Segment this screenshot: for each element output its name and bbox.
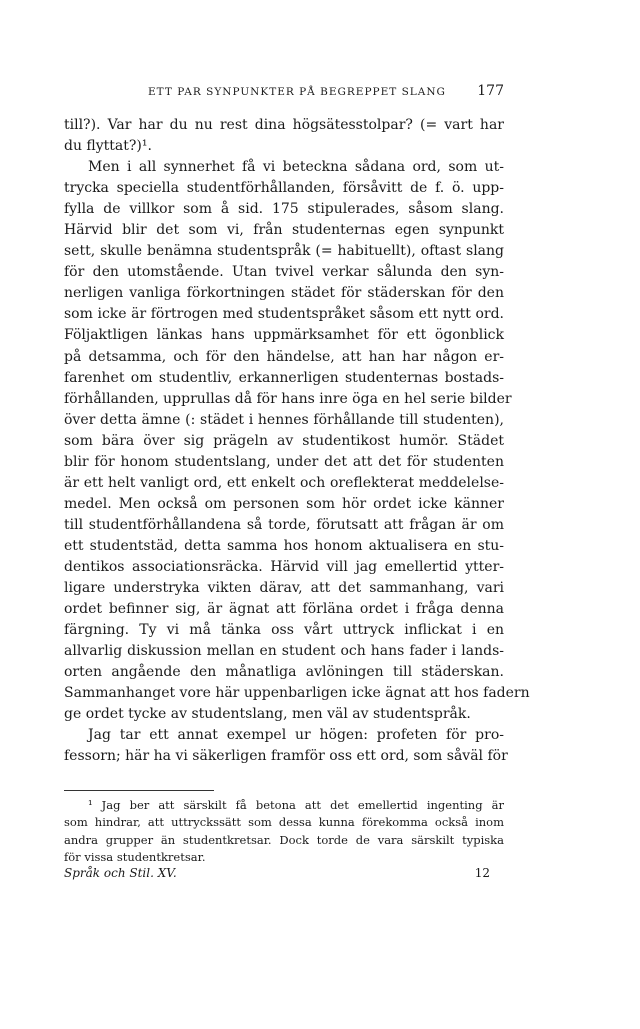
text-line: över detta ämne (: städet i hennes förhållande till studenten), [64,411,504,428]
text-line: ordet befinner sig, är ägnat att förläna ordet i fråga denna [64,601,504,618]
text-line: trycka speciella studentförhållanden, försåvitt de f. ö. upp- [64,180,504,197]
text-line: ett studentstäd, detta samma hos honom aktualisera en stu- [64,537,504,554]
text-line: till?). Var har du nu rest dina högsätesstolpar? (= vart har [64,117,504,133]
text-line: färgning. Ty vi må tänka oss vårt uttryck inflickat i en [64,622,504,639]
journal-name: Språk och Stil. XV. [64,866,177,880]
footnote-line: för vissa studentkretsar. [64,849,206,864]
text-line: nerligen vanliga förkortningen städet för städerskan för den [64,285,504,302]
footnote-divider [64,790,214,791]
text-line: som icke är förtrogen med studentspråket såsom ett nytt ord. [64,306,504,323]
page-number: 177 [477,83,504,99]
text-line: för den utomstående. Utan tvivel verkar sålunda den syn- [64,264,504,281]
body-text [64,115,530,767]
text-line: Men i all synnerhet få vi beteckna sådana ord, som ut- [88,159,504,176]
footnote [64,797,504,866]
footnote-line: andra grupper än studentkretsar. Dock torde de vara särskilt typiska [64,832,504,847]
text-line: du flyttat?)¹. [64,138,152,155]
text-line: fessorn; här ha vi säkerligen framför oss ett ord, som såväl för [64,748,508,765]
footnote-line: ¹ Jag ber att särskilt få betona att det emellertid ingenting är [88,798,504,812]
text-line: Jag tar ett annat exempel ur högen: profeten för pro- [88,727,504,744]
text-line: ligare understryka vikten därav, att det sammanhang, vari [64,580,504,597]
text-line: Sammanhanget vore här uppenbarligen icke ägnat att hos fadern [64,685,530,702]
text-line: ge ordet tycke av studentslang, men väl av studentspråk. [64,706,471,723]
text-line: Följaktligen länkas hans uppmärksamhet för ett ögonblick [64,327,504,344]
text-line: till studentförhållandena så torde, förutsatt att frågan är om [64,516,504,533]
footnote-line: som hindrar, att uttryckssätt som dessa kunna förekomma också inom [64,815,504,830]
text-line: sett, skulle benämna studentspråk (= habituellt), oftast slang [64,243,504,260]
text-line: fylla de villkor som å sid. 175 stipulerades, såsom slang. [64,201,504,218]
page-footer [64,866,504,880]
text-line: orten angående den månatliga avlöningen till städerskan. [64,664,504,681]
text-line: som bära över sig prägeln av studentikost humör. Städet [64,432,504,449]
text-line: farenhet om studentliv, erkannerligen studenternas bostads- [64,369,504,386]
text-line: på detsamma, och för den händelse, att han har någon er- [64,348,504,365]
text-line: medel. Men också om personen som hör ordet icke känner [64,495,504,512]
text-line: Härvid blir det som vi, från studenternas egen synpunkt [64,222,504,239]
text-line: förhållanden, upprullas då för hans inre öga en hel serie bilder [64,390,512,407]
text-line: blir för honom studentslang, under det att det för studenten [64,453,504,470]
text-line: är ett helt vanligt ord, ett enkelt och oreflekterat meddelelse- [64,474,504,491]
text-line: allvarlig diskussion mellan en student och hans fader i lands- [64,643,504,660]
text-line: dentikos associationsräcka. Härvid vill jag emellertid ytter- [64,558,504,575]
running-title: ETT PAR SYNPUNKTER PÅ BEGREPPET SLANG [148,86,446,98]
signature-mark: 12 [474,866,490,880]
